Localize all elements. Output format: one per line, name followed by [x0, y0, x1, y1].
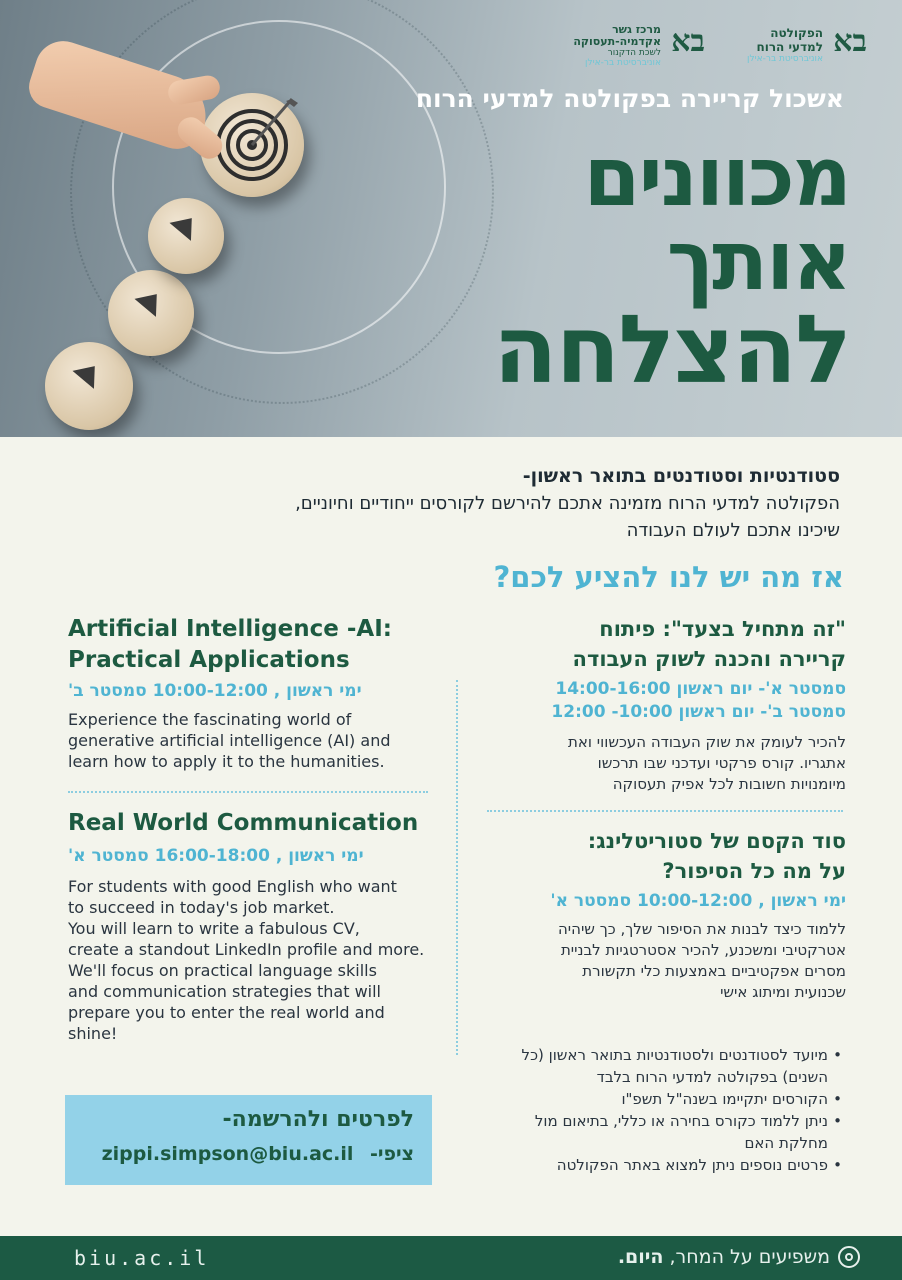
course-title: על מה כל הסיפור?: [662, 859, 846, 883]
site-link[interactable]: biu.ac.il: [74, 1246, 210, 1270]
course-communication: [68, 808, 448, 1044]
intro-heading: סטודנטיות וסטודנטים בתואר ראשון-: [522, 465, 840, 487]
course-career-development: [470, 614, 846, 795]
desc-line: We'll focus on practical language skills: [68, 961, 377, 980]
faculty-logo: [737, 22, 867, 70]
desc-line: Experience the fascinating world of: [68, 710, 352, 729]
course-description: [470, 919, 846, 1003]
faculty-logo-line1: הפקולטה: [770, 26, 823, 40]
arrow-up-icon: [72, 357, 105, 389]
divider-left: [68, 791, 428, 793]
desc-line: שכנועית ומיתוג אישי: [720, 983, 846, 1001]
desc-line: אטרקטיבי ומשכנע, להכיר אסטרטגיות לבניית: [560, 941, 846, 959]
center-logo-line1: מרכז גשר: [612, 23, 661, 36]
contact-heading: לפרטים ולהרשמה-: [222, 1107, 414, 1132]
slogan-text: משפיעים על המחר,: [663, 1246, 830, 1268]
contact-name: ציפי-: [370, 1143, 414, 1165]
course-time: ימי ראשון , 16:00-18:00 סמסטר א': [68, 846, 364, 866]
desc-line: shine!: [68, 1024, 118, 1043]
hero-title-line2: אותך: [666, 214, 850, 309]
contact-line: [102, 1143, 414, 1165]
biu-circle-icon: [838, 1246, 860, 1268]
desc-line: prepare you to enter the real world and: [68, 1003, 385, 1022]
course-storytelling: [470, 826, 846, 1003]
course-ai: [68, 614, 438, 772]
biu-logo-mark: בא: [833, 24, 867, 59]
course-title: קריירה והכנה לשוק העבודה: [572, 647, 846, 671]
intro-line1: הפקולטה למדעי הרוח מזמינה אתכם להירשם לקורסים ייחודיים וחיוניים,: [295, 493, 840, 514]
career-center-logo: [560, 22, 705, 70]
desc-line: ללמוד כיצד לבנות את הסיפור שלך, כך שיהיה: [557, 920, 846, 938]
center-logo-line3: לשכת הדקנור: [607, 48, 661, 58]
center-logo-line2: אקדמיה-תעסוקה: [573, 35, 661, 48]
desc-line: For students with good English who want: [68, 877, 397, 896]
note-item: • פרטים נוספים ניתן למצוא באתר הפקולטה: [492, 1154, 842, 1176]
wooden-disc-3: [108, 270, 194, 356]
hero-title-line1: מכוונים: [583, 130, 850, 225]
note-item: • ניתן ללמוד כקורס בחירה או כללי, בתיאום מול מחלקת האם: [492, 1110, 842, 1154]
arrow-up-icon: [134, 285, 167, 317]
course-description: [68, 876, 448, 1044]
footer-bar: [0, 1236, 902, 1280]
contact-box: [65, 1095, 432, 1185]
hero-kicker: אשכול קריירה בפקולטה למדעי הרוח: [415, 84, 844, 113]
course-title: Practical Applications: [68, 647, 350, 673]
intro-line2: שיכינו אתכם לעולם העבודה: [626, 520, 840, 541]
divider-right: [487, 810, 843, 812]
footer-slogan: [618, 1246, 830, 1268]
center-logo-sub: אוניברסיטת בר-אילן: [585, 58, 661, 68]
desc-line: אתגריו. קורס פרקטי ועדכני שבו תרכשו: [597, 754, 846, 772]
column-divider: [456, 680, 458, 1055]
biu-logo-mark: בא: [671, 24, 705, 59]
wooden-disc-2: [148, 198, 224, 274]
arrow-up-icon: [169, 209, 202, 241]
course-description: [68, 709, 438, 772]
course-time: סמסטר ב'- יום ראשון 10:00- 12:00: [551, 702, 846, 722]
faculty-logo-sub: אוניברסיטת בר-אילן: [747, 54, 823, 64]
course-description: [470, 732, 846, 795]
desc-line: learn how to apply it to the humanities.: [68, 752, 385, 771]
desc-line: מיומנויות חשובות לכל אפיק תעסוקה: [612, 775, 846, 793]
course-title: Artificial Intelligence -AI:: [68, 616, 392, 642]
course-title: Real World Communication: [68, 810, 419, 836]
desc-line: and communication strategies that will: [68, 982, 381, 1001]
desc-line: להכיר לעומק את שוק העבודה העכשווי ואת: [568, 733, 846, 751]
contact-email-link[interactable]: zippi.simpson@biu.ac.il: [101, 1143, 354, 1165]
wooden-disc-4: [45, 342, 133, 430]
intro-text: [50, 463, 840, 544]
note-item: • מיועד לסטודנטים ולסטודנטיות בתואר ראשון (כל השנים) בפקולטה למדעי הרוח בלבד: [492, 1044, 842, 1088]
slogan-bold: היום.: [617, 1246, 664, 1268]
course-time: סמסטר א'- יום ראשון 14:00-16:00: [555, 679, 846, 699]
hero-title-line3: להצלחה: [493, 296, 850, 405]
course-time: ימי ראשון , 10:00-12:00 סמסטר א': [550, 891, 846, 911]
section-question: אז מה יש לנו להציע לכם?: [493, 560, 844, 594]
desc-line: create a standout LinkedIn profile and more.: [68, 940, 425, 959]
course-title: סוד הקסם של סטוריטלינג:: [587, 829, 846, 853]
hero-banner: [0, 0, 902, 437]
desc-line: מסרים אפקטיביים באמצעות כלי תקשורת: [582, 962, 846, 980]
desc-line: You will learn to write a fabulous CV,: [68, 919, 360, 938]
course-title: "זה מתחיל בצעד": פיתוח: [599, 617, 846, 641]
faculty-logo-line2: למדעי הרוח: [756, 40, 823, 54]
desc-line: generative artificial intelligence (AI) and: [68, 731, 391, 750]
notes-list: [492, 1044, 842, 1176]
note-item: • הקורסים יתקיימו בשנה"ל תשפ"ו: [492, 1088, 842, 1110]
desc-line: to succeed in today's job market.: [68, 898, 335, 917]
course-time: ימי ראשון , 10:00-12:00 סמסטר ב': [68, 681, 362, 701]
